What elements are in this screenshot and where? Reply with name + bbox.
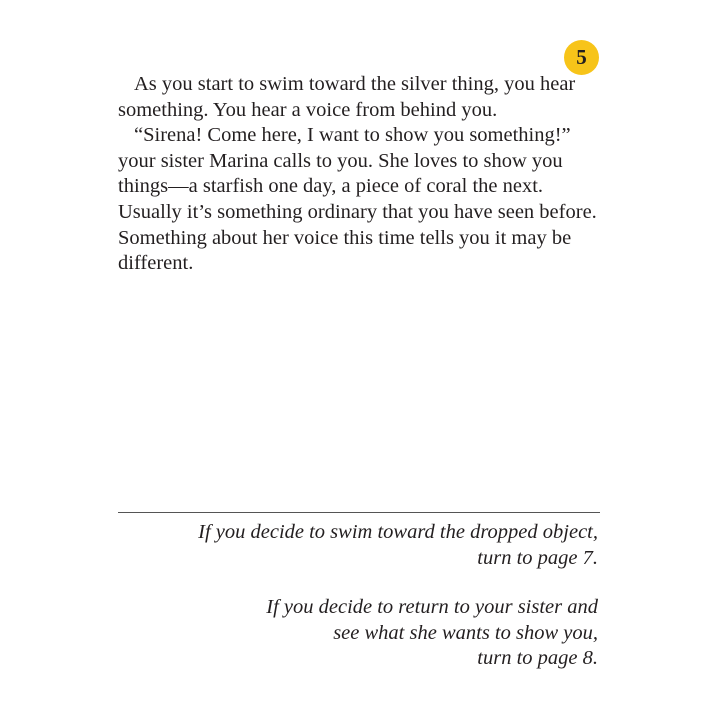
page-number-badge xyxy=(564,40,599,75)
choice-swim-to-object xyxy=(118,520,598,571)
choice-return-to-sister xyxy=(118,595,598,672)
choice-2-line-1: If you decide to return to your sister and xyxy=(266,596,598,619)
choice-1-line-1: If you decide to swim toward the dropped object, xyxy=(198,521,598,543)
choices-section xyxy=(118,520,598,672)
choice-1-line-2: turn to page 7. xyxy=(477,546,598,569)
story-paragraph-2: “Sirena! Come here, I want to show you something!” your sister Marina calls to you. She loves to show you things—a starfish one day, a piece of coral the next. Usually it’s something ordinary that you have seen before. Something about her voice this time tells you it may be different. xyxy=(118,124,597,275)
story-text xyxy=(118,72,604,277)
choices-divider xyxy=(118,512,600,513)
story-paragraph-1: As you start to swim toward the silver thing, you hear something. You hear a voice from behind you. xyxy=(118,73,576,121)
choice-2-line-3: turn to page 8. xyxy=(477,647,598,670)
choice-2-line-2: see what she wants to show you, xyxy=(333,621,598,644)
page-number: 5 xyxy=(576,45,587,69)
